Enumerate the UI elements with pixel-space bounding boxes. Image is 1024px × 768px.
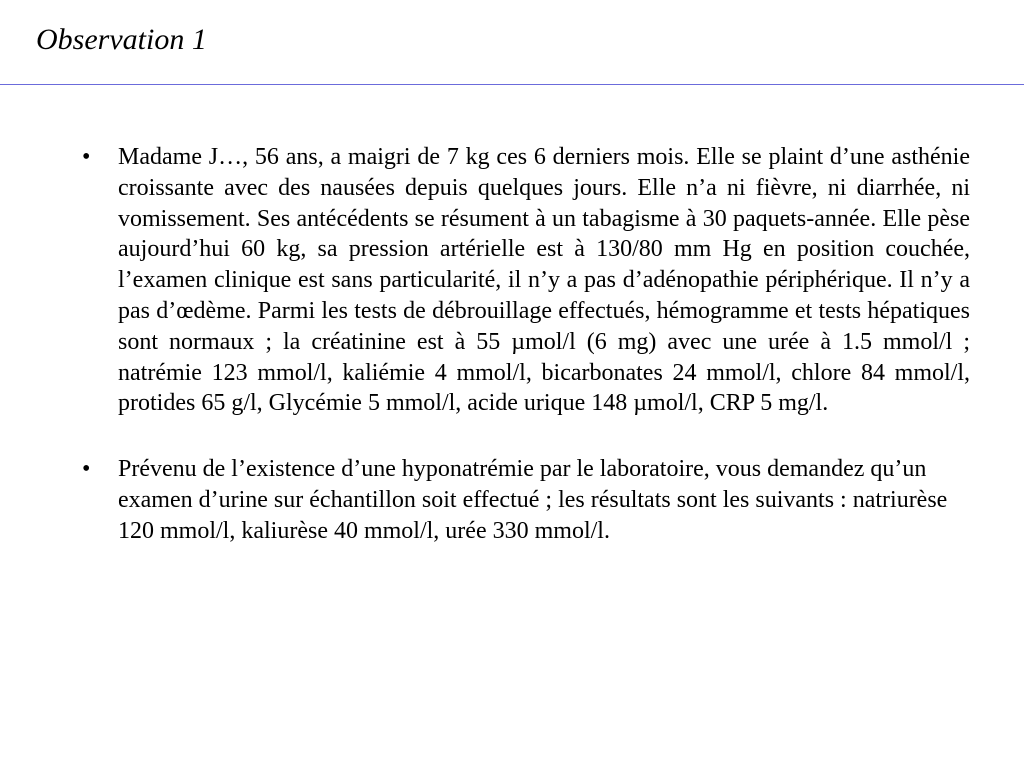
bullet-text-case-history: Madame J…, 56 ans, a maigri de 7 kg ces 6 derniers mois. Elle se plaint d’une asthénie croissante avec des nausées depuis quelques jours. Elle n’a ni fièvre, ni diarrhée, ni vomissement. Ses antécédents se résument à un tabagisme à 30 paquets-année. Elle pèse aujourd’hui 60 kg, sa pression artérielle est à 130/80 mm Hg en position couchée, l’examen clinique est sans particularité, il n’y a pas d’adénopathie périphérique. Il n’y a pas d’œdème. Parmi les tests de débrouillage effectués, hémogramme et tests hépatiques sont normaux ; la créatinine est à 55 µmol/l (6 mg) avec une urée à 1.5 mmol/l ; natrémie 123 mmol/l, kaliémie 4 mmol/l, bicarbonates 24 mmol/l, chlore 84 mmol/l, protides 65 g/l, Glycémie 5 mmol/l, acide urique 148 µmol/l, CRP 5 mg/l. [118,144,970,417]
bullet-item-case-history [80,142,970,419]
bullet-icon: • [82,456,91,483]
title-divider [0,84,1024,85]
bullet-text-urine-results: Prévenu de l’existence d’une hyponatrémie par le laboratoire, vous demandez qu’un examen d’urine sur échantillon soit effectué ; les résultats sont les suivants : natriurèse 120 mmol/l, kaliurèse 40 mmol/l, urée 330 mmol/l. [118,456,948,544]
slide-title: Observation 1 [36,23,207,56]
slide-body [80,142,970,582]
bullet-item-urine-results [80,454,970,546]
bullet-icon: • [82,144,91,170]
